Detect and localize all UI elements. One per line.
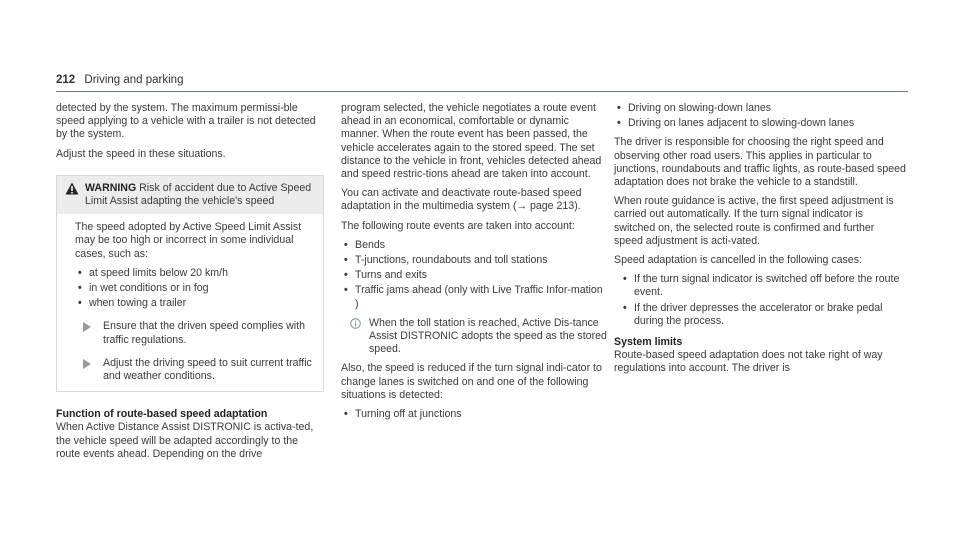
paragraph: Adjust the speed in these situations. xyxy=(56,147,226,160)
column-3 xyxy=(614,102,906,382)
list-item: • If the driver depresses the accelerator or brake pedal during the process. xyxy=(623,301,883,327)
info-note: When the toll station is reached, Active Dis-tance Assist DISTRONIC adopts the speed as the stored speed. xyxy=(341,317,609,357)
warning-title: Risk of accident due to Active Speed Limit Assist adapting the vehicle's speed xyxy=(85,181,312,208)
list-item: • when towing a trailer xyxy=(78,297,187,310)
warning-list xyxy=(75,267,315,311)
list-item: • in wet conditions or in fog xyxy=(78,282,209,295)
section-heading: System limits xyxy=(614,336,683,349)
situations-list xyxy=(341,408,609,421)
column-2 xyxy=(341,102,609,427)
list-item: • Turns and exits xyxy=(344,269,428,282)
paragraph: Speed adaptation is cancelled in the following cases: xyxy=(614,254,862,267)
play-arrow-icon xyxy=(83,322,91,332)
paragraph: When Active Distance Assist DISTRONIC is activa-ted, the vehicle speed will be adapted accordingly to the route events ahead. Depending on the drive xyxy=(56,421,314,460)
paragraph: The speed adopted by Active Speed Limit Assist may be too high or incorrect in some individual cases, such as: xyxy=(75,221,302,260)
warning-header xyxy=(57,176,323,214)
info-icon xyxy=(350,318,361,329)
section-name: Driving and parking xyxy=(84,74,184,86)
warning-box xyxy=(56,175,324,392)
list-item: • If the turn signal indicator is switched off before the route event. xyxy=(623,273,900,299)
list-item: • T-junctions, roundabouts and toll stations xyxy=(344,254,548,267)
list-item: • at speed limits below 20 km/h xyxy=(78,266,228,279)
page-number: 212 xyxy=(56,74,76,86)
paragraph: You can activate and deactivate route-based speed adaptation in the multimedia system (→ page 213). xyxy=(341,187,582,213)
section-heading: Function of route-based speed adaptation xyxy=(56,408,268,421)
instruction-step: Ensure that the driven speed complies with traffic regulations. xyxy=(75,320,315,346)
instruction-step: Adjust the driving speed to suit current traffic and weather conditions. xyxy=(75,357,315,383)
list-item: • Driving on lanes adjacent to slowing-down lanes xyxy=(617,117,855,130)
paragraph: Route-based speed adaptation does not take right of way regulations into account. The driver is xyxy=(614,349,883,375)
list-item: • Turning off at junctions xyxy=(344,408,462,421)
warning-label: WARNING xyxy=(85,181,137,194)
paragraph: program selected, the vehicle negotiates a route event ahead in an economical, comfortable or dynamic manner. When the route event has been passed, the vehicle accelerates again to the stored speed. The set distance to the vehicle in front, vehicles detected ahead and speed restric-tions ahead are taken into account. xyxy=(341,102,602,181)
situations-list-continued xyxy=(614,102,906,130)
play-arrow-icon xyxy=(83,359,91,369)
page-header xyxy=(56,74,183,86)
warning-body xyxy=(57,214,323,391)
column-1 xyxy=(56,102,324,467)
header-rule xyxy=(56,91,908,92)
list-item: • Bends xyxy=(344,238,386,251)
paragraph: detected by the system. The maximum permissi-ble speed applying to a vehicle with a trailer is not detected by the system. xyxy=(56,102,316,141)
cancel-cases-list xyxy=(614,273,906,328)
paragraph: The driver is responsible for choosing the right speed and observing other road users. This applies in particular to junctions, roundabouts and traffic lights, as route-based speed adaptation does not brake the vehicle to a standstill. xyxy=(614,136,906,189)
route-events-list xyxy=(341,239,609,311)
paragraph: Also, the speed is reduced if the turn signal indi-cator to change lanes is switched on and one of the following situations is detected: xyxy=(341,362,602,401)
paragraph: When route guidance is active, the first speed adjustment is carried out automatically. If the turn signal indicator is switched on, the selected route is confirmed and further speed adjustment is acti-vated. xyxy=(614,195,894,247)
paragraph: The following route events are taken into account: xyxy=(341,219,575,232)
list-item: • Traffic jams ahead (only with Live Traffic Infor-mation ) xyxy=(344,284,603,310)
warning-triangle-icon xyxy=(65,182,79,195)
list-item: • Driving on slowing-down lanes xyxy=(617,102,772,114)
